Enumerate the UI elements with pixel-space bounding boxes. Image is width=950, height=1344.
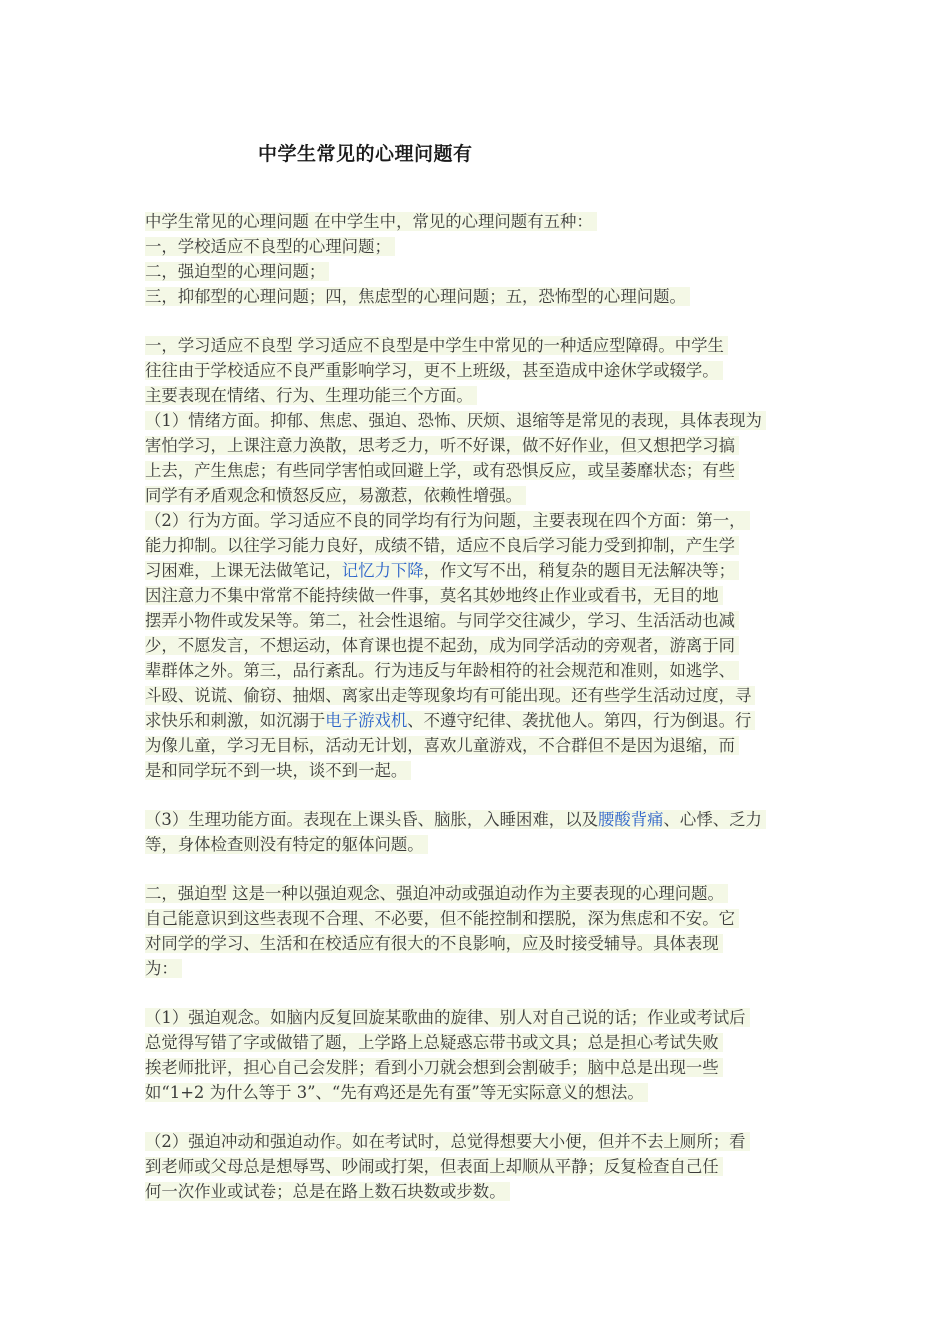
text-run: 为： [145,959,178,978]
text-run: （3）生理功能方面。表现在上课头昏、脑胀，入睡困难，以及 [145,810,598,829]
text-run: 中学生常见的心理问题 在中学生中，常见的心理问题有五种： [145,212,593,231]
text-line [145,956,810,981]
text-run: 习困难，上课无法做笔记， [145,561,342,580]
text-line [145,259,810,284]
line-highlight [145,810,766,829]
text-run: 斗殴、说谎、偷窃、抽烟、离家出走等现象均有可能出现。还有些学生活动过度，寻 [145,686,752,705]
text-line [145,1129,810,1154]
text-line [145,558,810,583]
paragraph [145,807,810,857]
paragraph [145,1129,810,1204]
text-run: 害怕学习，上课注意力涣散，思考乏力，听不好课，做不好作业，但又想把学习搞 [145,436,736,455]
line-highlight [145,835,428,854]
text-run: 二，强迫型 这是一种以强迫观念、强迫冲动或强迫动作为主要表现的心理问题。 [145,884,724,903]
line-highlight [145,486,526,505]
line-highlight [145,711,755,730]
line-highlight [145,1132,750,1151]
line-highlight [145,436,739,455]
line-highlight [145,561,739,580]
paragraph-gap [145,1105,810,1129]
text-run: 辈群体之外。第三，品行紊乱。行为违反与年龄相符的社会规范和准则，如逃学、 [145,661,736,680]
text-line [145,733,810,758]
text-line [145,583,810,608]
text-run: 同学有矛盾观念和愤怒反应，易激惹，依赖性增强。 [145,486,522,505]
line-highlight [145,611,739,630]
text-line [145,284,810,309]
text-line [145,931,810,956]
text-line [145,508,810,533]
text-line [145,333,810,358]
paragraph-gap [145,783,810,807]
line-highlight [145,1008,750,1027]
document-title: 中学生常见的心理问题有 [258,143,473,165]
text-run: 自己能意识到这些表现不合理、不必要，但不能控制和摆脱，深为焦虑和不安。它 [145,909,736,928]
text-line [145,1005,810,1030]
text-line [145,234,810,259]
text-line [145,683,810,708]
text-run: 往往由于学校适应不良严重影响学习，更不上班级，甚至造成中途休学或辍学。 [145,361,719,380]
paragraph [145,209,810,309]
paragraph [145,881,810,981]
paragraph-gap [145,981,810,1005]
text-run: 、心悸、乏力 [663,810,762,829]
text-line [145,383,810,408]
text-line [145,358,810,383]
text-run: 上去，产生焦虑；有些同学害怕或回避上学，或有恐惧反应，或呈萎靡状态；有些 [145,461,736,480]
line-highlight [145,909,739,928]
text-run: （2）行为方面。学习适应不良的同学均有行为问题，主要表现在四个方面：第一， [145,511,746,530]
inline-link[interactable]: 记忆力下降 [341,561,424,580]
text-line [145,906,810,931]
line-highlight [145,934,723,953]
line-highlight [145,461,739,480]
paragraph-gap [145,309,810,333]
text-run: 主要表现在情绪、行为、生理功能三个方面。 [145,386,473,405]
text-line [145,1030,810,1055]
text-run: 等，身体检查则没有特定的躯体问题。 [145,835,424,854]
text-run: 能力抑制。以往学习能力良好，成绩不错，适应不良后学习能力受到抑制，产生学 [145,536,736,555]
text-line [145,533,810,558]
inline-link[interactable]: 腰酸背痛 [597,810,664,829]
line-highlight [145,212,597,231]
text-run: 挨老师批评，担心自己会发胖；看到小刀就会想到会割破手；脑中总是出现一些 [145,1058,719,1077]
text-line [145,458,810,483]
line-highlight [145,536,739,555]
line-highlight [145,411,766,430]
text-line [145,1080,810,1105]
line-highlight [145,287,690,306]
document-body [145,209,810,1204]
line-highlight [145,237,395,256]
text-run: 少，不愿发言，不想运动，体育课也提不起劲，成为同学活动的旁观者，游离于同 [145,636,736,655]
text-run: ，作文写不出，稍复杂的题目无法解决等； [423,561,736,580]
text-line [145,1055,810,1080]
text-run: （1）情绪方面。抑郁、焦虑、强迫、恐怖、厌烦、退缩等是常见的表现，具体表现为 [145,411,762,430]
line-highlight [145,262,329,281]
text-run: 是和同学玩不到一块，谈不到一起。 [145,761,408,780]
text-line [145,209,810,234]
line-highlight [145,1182,510,1201]
line-highlight [145,1157,723,1176]
text-run: 何一次作业或试卷；总是在路上数石块数或步数。 [145,1182,506,1201]
text-run: 二，强迫型的心理问题； [145,262,326,281]
line-highlight [145,1033,723,1052]
text-run: 总觉得写错了字或做错了题，上学路上总疑惑忘带书或文具；总是担心考试失败 [145,1033,719,1052]
text-line [145,832,810,857]
line-highlight [145,959,182,978]
paragraph-gap [145,857,810,881]
line-highlight [145,884,728,903]
line-highlight [145,736,739,755]
text-run: （2）强迫冲动和强迫动作。如在考试时，总觉得想要大小便，但并不去上厕所；看 [145,1132,746,1151]
text-run: 摆弄小物件或发呆等。第二，社会性退缩。与同学交往减少，学习、生活活动也减 [145,611,736,630]
text-line [145,483,810,508]
text-line [145,807,810,832]
paragraph [145,333,810,783]
line-highlight [145,361,723,380]
text-run: 、不遵守纪律、袭扰他人。第四，行为倒退。行 [407,711,752,730]
text-line [145,1179,810,1204]
line-highlight [145,1058,723,1077]
line-highlight [145,636,739,655]
text-line [145,758,810,783]
text-line [145,608,810,633]
text-line [145,408,810,433]
line-highlight [145,511,750,530]
line-highlight [145,586,723,605]
inline-link[interactable]: 电子游戏机 [325,711,408,730]
text-run: 为像儿童，学习无目标，活动无计划，喜欢儿童游戏，不合群但不是因为退缩，而 [145,736,736,755]
text-line [145,708,810,733]
line-highlight [145,686,755,705]
text-line [145,881,810,906]
text-line [145,1154,810,1179]
text-run: 对同学的学习、生活和在校适应有很大的不良影响，应及时接受辅导。具体表现 [145,934,719,953]
line-highlight [145,1083,648,1102]
line-highlight [145,386,477,405]
line-highlight [145,336,728,355]
text-line [145,658,810,683]
text-run: （1）强迫观念。如脑内反复回旋某歌曲的旋律、别人对自己说的话；作业或考试后 [145,1008,746,1027]
paragraph [145,1005,810,1105]
text-run: 一，学习适应不良型 学习适应不良型是中学生中常见的一种适应型障碍。中学生 [145,336,724,355]
text-run: 如“1+2 为什么等于 3”、“先有鸡还是先有蛋”等无实际意义的想法。 [145,1083,644,1102]
text-run: 一，学校适应不良型的心理问题； [145,237,391,256]
text-run: 求快乐和刺激，如沉溺于 [145,711,326,730]
text-run: 因注意力不集中常常不能持续做一件事，莫名其妙地终止作业或看书，无目的地 [145,586,719,605]
text-line [145,633,810,658]
text-run: 三，抑郁型的心理问题；四，焦虑型的心理问题；五，恐怖型的心理问题。 [145,287,686,306]
line-highlight [145,661,739,680]
text-line [145,433,810,458]
line-highlight [145,761,411,780]
text-run: 到老师或父母总是想辱骂、吵闹或打架，但表面上却顺从平静；反复检查自己任 [145,1157,719,1176]
